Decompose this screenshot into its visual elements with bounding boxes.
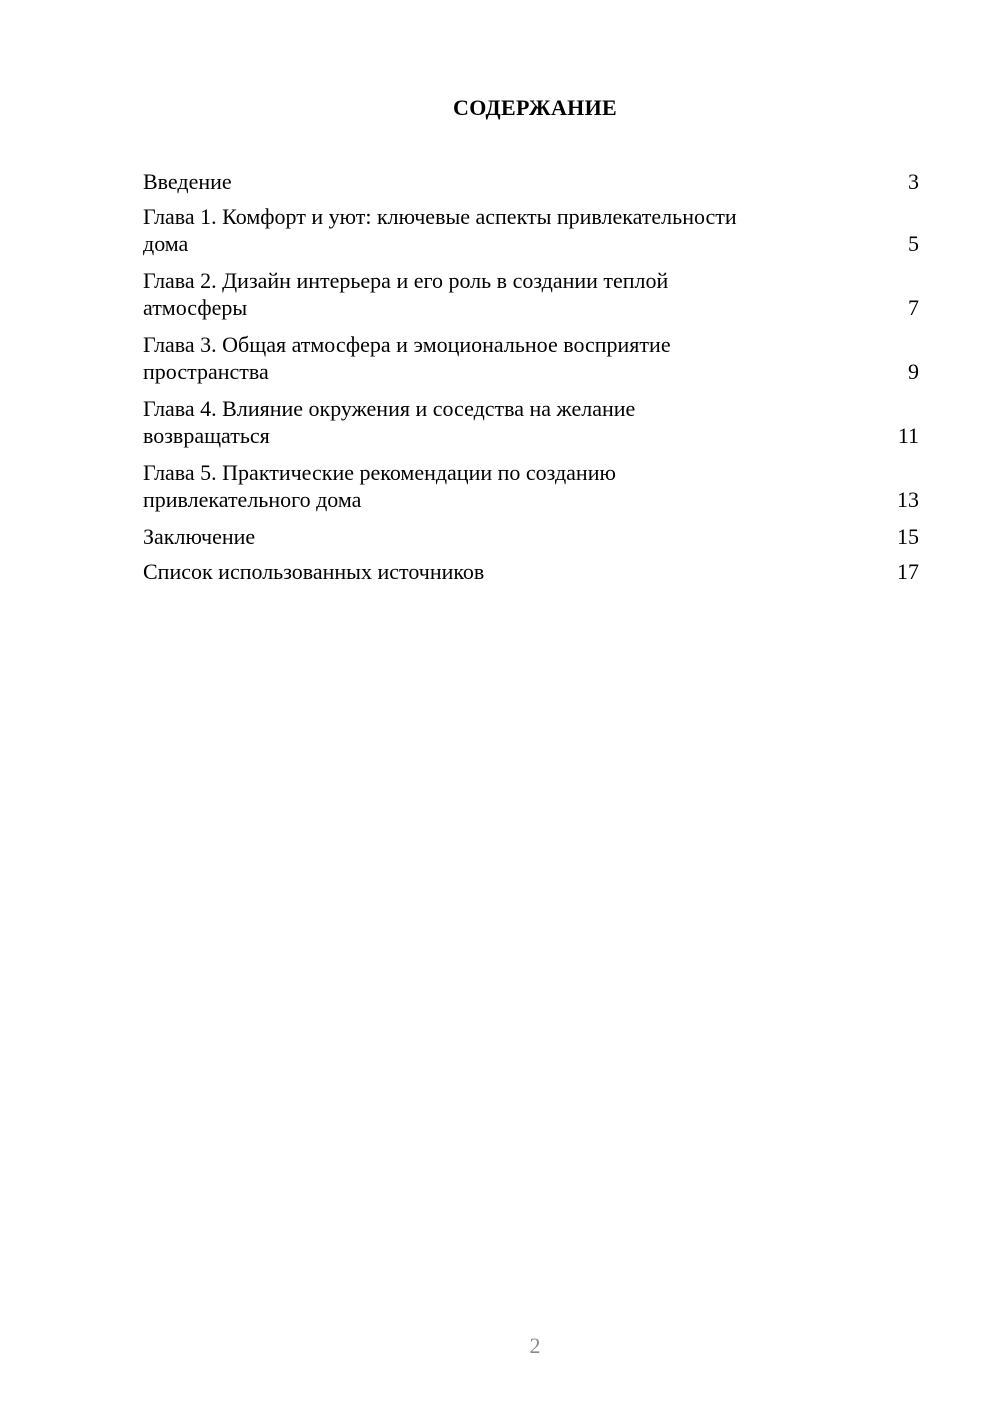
toc-entry-page: 5 <box>908 231 919 256</box>
toc-entry-references[interactable] <box>143 558 919 585</box>
toc-entry-title <box>143 168 889 195</box>
toc-entry-title <box>143 267 889 321</box>
toc-entry-page: 13 <box>897 487 919 512</box>
toc-entry-line: привлекательного дома <box>143 487 362 512</box>
toc-entry-chapter-3[interactable] <box>143 331 919 385</box>
toc-entry-line: Заключение <box>143 524 256 549</box>
page-title: СОДЕРЖАНИЕ <box>453 95 617 120</box>
toc-entry-page: 15 <box>897 524 919 549</box>
toc-entry-chapter-5[interactable] <box>143 459 919 513</box>
toc-entry-line: дома <box>143 231 189 256</box>
toc-entry-title <box>143 459 889 513</box>
toc-entry-line: Список использованных источников <box>143 559 485 584</box>
page-number: 2 <box>529 1333 541 1358</box>
toc-entry-title <box>143 523 889 550</box>
toc-entry-page: 9 <box>908 359 919 384</box>
toc-entry-line: Введение <box>143 169 232 194</box>
toc-entry-page: 7 <box>908 295 919 320</box>
toc-entry-title <box>143 395 889 449</box>
toc-entry-conclusion[interactable] <box>143 523 919 550</box>
toc-entry-line: Глава 3. Общая атмосфера и эмоциональное восприятие <box>143 332 671 357</box>
toc-entry-introduction[interactable] <box>143 168 919 195</box>
toc-entry-chapter-4[interactable] <box>143 395 919 449</box>
toc-entry-line: атмосферы <box>143 295 248 320</box>
toc-entry-page: 3 <box>908 169 919 194</box>
toc-entry-line: возвращаться <box>143 423 270 448</box>
toc-entry-page: 17 <box>897 559 919 584</box>
toc-entry-chapter-1[interactable] <box>143 203 919 257</box>
toc-entry-line: Глава 4. Влияние окружения и соседства на желание <box>143 396 636 421</box>
toc-entry-page: 11 <box>897 423 919 448</box>
toc-entry-line: Глава 5. Практические рекомендации по созданию <box>143 460 616 485</box>
toc-entry-line: Глава 1. Комфорт и уют: ключевые аспекты привлекательности <box>143 204 737 229</box>
table-of-contents <box>143 168 919 593</box>
toc-entry-title <box>143 558 889 585</box>
toc-entry-chapter-2[interactable] <box>143 267 919 321</box>
toc-entry-title <box>143 331 889 385</box>
toc-entry-line: Глава 2. Дизайн интерьера и его роль в создании теплой <box>143 268 669 293</box>
toc-entry-title <box>143 203 889 257</box>
toc-entry-line: пространства <box>143 359 269 384</box>
